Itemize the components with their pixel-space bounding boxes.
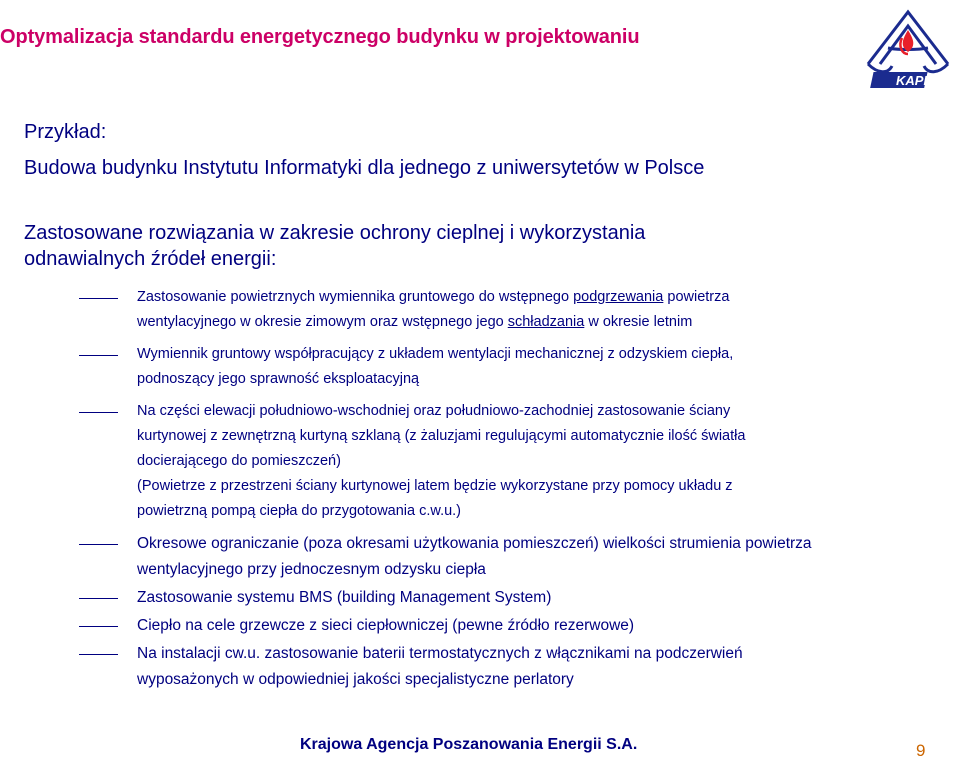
list-item-line: Okresowe ograniczanie (poza okresami użytkowania pomieszczeń) wielkości strumienia powietrza [137,535,812,552]
list-item [0,342,960,392]
logo-text: KAPE [896,73,933,88]
underlined-term: podgrzewania [573,289,664,305]
list-item-line: Na instalacji cw.u. zastosowanie baterii termostatycznych z włącznikami na podczerwień [137,645,743,662]
list-item [0,585,960,611]
dash-bullet [79,626,118,627]
list-item-text [137,342,917,392]
kape-logo-icon [858,4,958,96]
list-item-line: (Powietrze z przestrzeni ściany kurtynowej latem będzie wykorzystane przy pomocy układu z [137,478,733,494]
kape-logo [858,4,958,96]
list-item [0,399,960,524]
list-item-line: kurtynowej z zewnętrzną kurtyną szklaną (z żaluzjami regulującymi automatycznie ilość światła [137,428,746,444]
building-subtitle: Budowa budynku Instytutu Informatyki dla jednego z uniwersytetów w Polsce [24,157,705,179]
heading-block [24,120,944,271]
list-item-line: Ciepło na cele grzewcze z sieci ciepłowniczej (pewne źródło rezerwowe) [137,617,635,634]
page-number: 9 [916,741,926,760]
underlined-term: schładzania [507,314,585,330]
list-item [0,641,960,693]
dash-bullet [79,412,118,413]
solutions-heading-line2: odnawialnych źródeł energii: [24,248,277,270]
list-item-text [137,399,917,524]
list-item-line: powietrzną pompą ciepła do przygotowania c.w.u.) [137,503,462,519]
solutions-list [0,285,960,695]
list-item-text [137,531,917,583]
list-item-text [137,285,917,335]
list-item-line: wentylacyjnego przy jednoczesnym odzysku ciepła [137,561,486,578]
footer-agency-name: Krajowa Agencja Poszanowania Energii S.A. [300,736,638,753]
solutions-heading-line1: Zastosowane rozwiązania w zakresie ochrony cieplnej i wykorzystania [24,222,646,244]
list-item-line: Na części elewacji południowo-wschodniej oraz południowo-zachodniej zastosowanie ściany [137,403,731,419]
list-item-text [137,641,917,693]
dash-bullet [79,355,118,356]
list-item-line: Zastosowanie systemu BMS (building Management System) [137,589,552,606]
list-item-line: docierającego do pomieszczeń) [137,453,341,469]
dash-bullet [79,298,118,299]
list-item-line: wyposażonych w odpowiedniej jakości specjalistyczne perlatory [137,671,574,688]
list-item [0,531,960,583]
list-item [0,285,960,335]
list-item-line: Zastosowanie powietrznych wymiennika gruntowego do wstępnego podgrzewania powietrza [137,289,730,305]
slide-title: Optymalizacja standardu energetycznego budynku w projektowaniu [0,26,640,48]
dash-bullet [79,654,118,655]
list-item [0,613,960,639]
dash-bullet [79,544,118,545]
dash-bullet [79,598,118,599]
example-label: Przykład: [24,121,107,143]
list-item-line: Wymiennik gruntowy współpracujący z układem wentylacji mechanicznej z odzyskiem ciepła, [137,346,734,362]
list-item-text [137,613,917,639]
list-item-text [137,585,917,611]
list-item-line: podnoszący jego sprawność eksploatacyjną [137,371,420,387]
list-item-line: wentylacyjnego w okresie zimowym oraz wstępnego jego schładzania w okresie letnim [137,314,693,330]
